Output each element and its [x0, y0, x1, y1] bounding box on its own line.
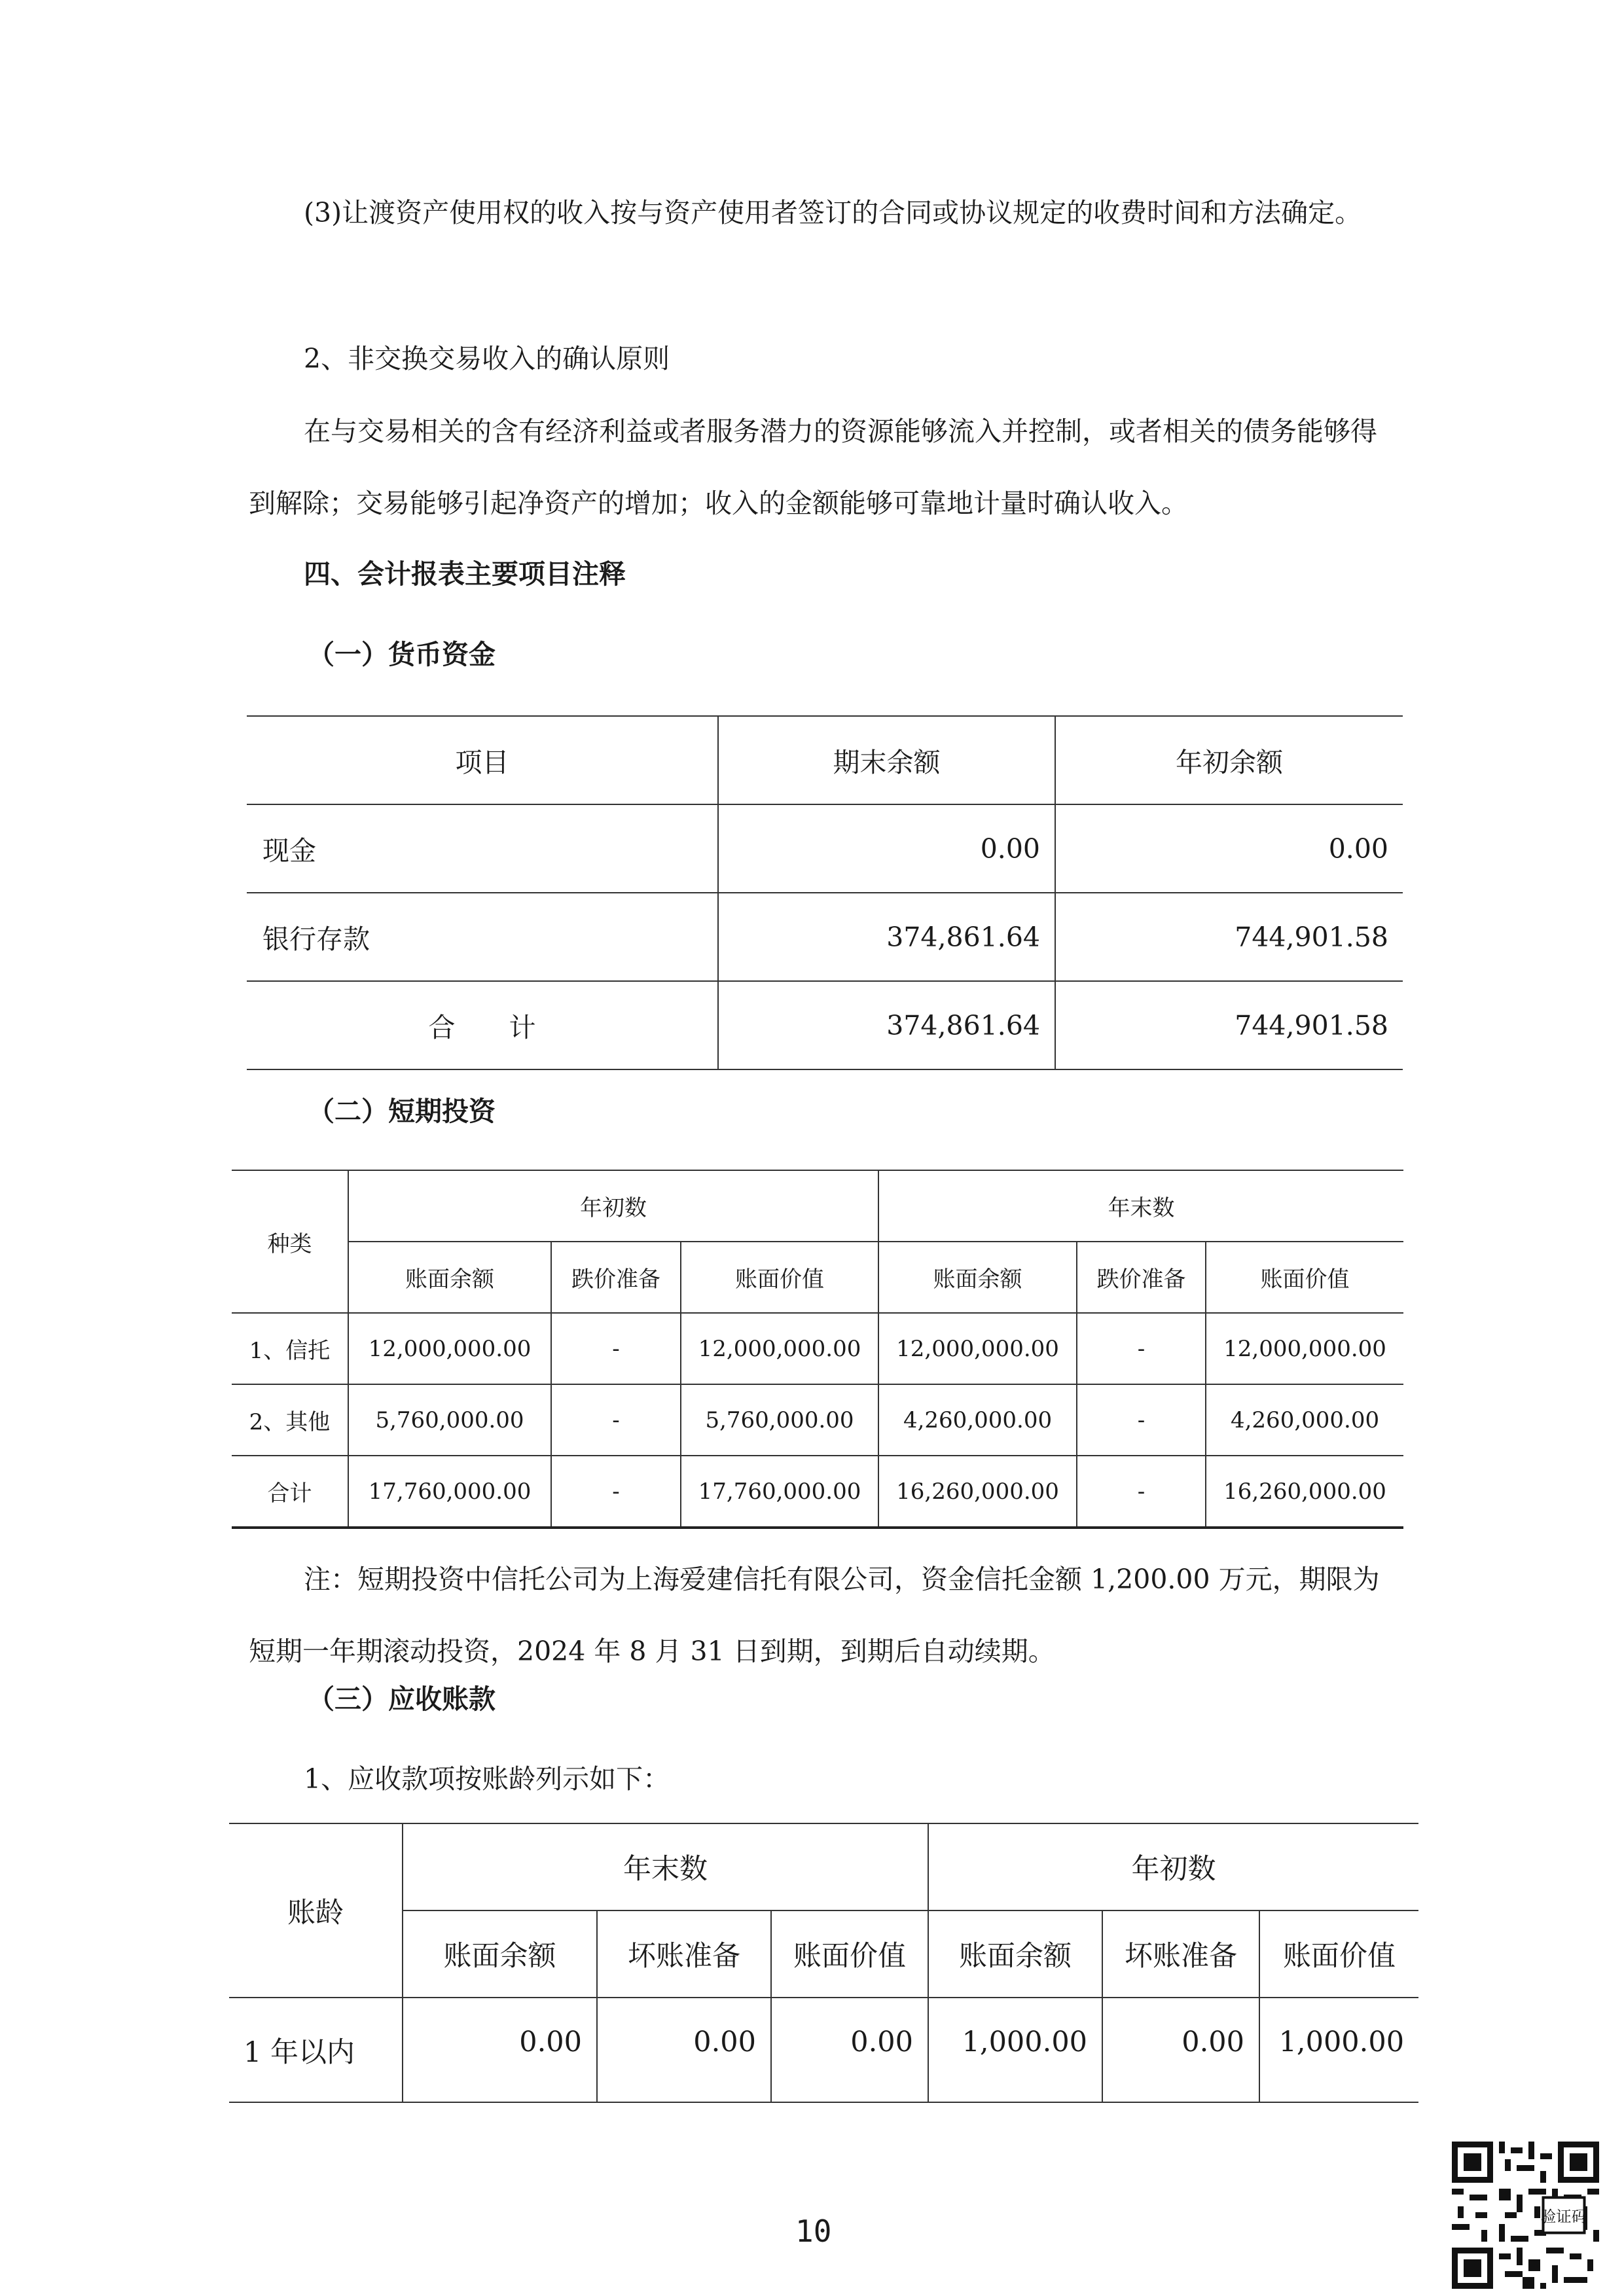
table-cell: -: [1077, 1384, 1206, 1456]
table-cell: 12,000,000.00: [681, 1313, 878, 1384]
table-header: 账面余额: [928, 1910, 1102, 1998]
table-header: 账龄: [229, 1823, 403, 1998]
table-cell: 744,901.58: [1055, 893, 1403, 981]
table-cell: 4,260,000.00: [1206, 1384, 1403, 1456]
table-cell: 17,760,000.00: [681, 1456, 878, 1528]
table-header: 账面余额: [878, 1242, 1077, 1313]
table-cell: 1,000.00: [1259, 1998, 1418, 2102]
table-header: 年末数: [403, 1823, 928, 1910]
table-cell: 0.00: [718, 804, 1055, 893]
table-header: 账面余额: [403, 1910, 597, 1998]
table-subheader-row: [229, 1910, 1418, 1998]
table-cell: 0.00: [771, 1998, 928, 2102]
table-header: 年末数: [878, 1170, 1403, 1242]
cash-table: [247, 715, 1403, 1070]
table-header: 跌价准备: [551, 1242, 681, 1313]
table-cell: 16,260,000.00: [1206, 1456, 1403, 1528]
table-header: 年初数: [348, 1170, 878, 1242]
paragraph-revenue-usage-rights: [249, 177, 1388, 249]
table-header: 账面余额: [348, 1242, 551, 1313]
table-cell: 16,260,000.00: [878, 1456, 1077, 1528]
investment-note: [249, 1543, 1388, 1687]
table-header: 年初数: [928, 1823, 1418, 1910]
table-header: 项目: [247, 716, 718, 804]
table-row: [232, 1384, 1403, 1456]
table-subheader-row: [232, 1242, 1403, 1313]
table-cell: -: [551, 1456, 681, 1528]
section-heading-notes: 四、会计报表主要项目注释: [304, 558, 626, 590]
table-header: 坏账准备: [597, 1910, 771, 1998]
table-cell: 0.00: [403, 1998, 597, 2102]
table-header-row: [229, 1823, 1418, 1910]
table-header: 账面价值: [681, 1242, 878, 1313]
table-row: [229, 1998, 1418, 2102]
table-cell: -: [1077, 1456, 1206, 1528]
qr-code-image: [1452, 2142, 1599, 2289]
table-header: 账面价值: [1259, 1910, 1418, 1998]
table-header: 跌价准备: [1077, 1242, 1206, 1313]
table-header: 年初余额: [1055, 716, 1403, 804]
subheading-receivables: （三）应收账款: [308, 1683, 496, 1715]
table-header: 坏账准备: [1102, 1910, 1259, 1998]
table-cell: 12,000,000.00: [1206, 1313, 1403, 1384]
subheading-short-term-investment: （二）短期投资: [308, 1096, 496, 1127]
table-cell: 374,861.64: [718, 893, 1055, 981]
table-cell: 0.00: [1055, 804, 1403, 893]
note-text: 注：短期投资中信托公司为上海爱建信托有限公司，资金信托金额 1,200.00 万元，期限为短期一年期滚动投资，2024 年 8 月 31 日到期，到期后自动续期。: [249, 1564, 1380, 1667]
table-cell: 2、其他: [232, 1384, 348, 1456]
paragraph-text: (3)让渡资产使用权的收入按与资产使用者签订的合同或协议规定的收费时间和方法确定。: [304, 197, 1362, 228]
table-cell: 5,760,000.00: [348, 1384, 551, 1456]
table-cell: -: [1077, 1313, 1206, 1384]
table-cell: 744,901.58: [1055, 981, 1403, 1069]
table-cell: 1,000.00: [928, 1998, 1102, 2102]
table-header: 期末余额: [718, 716, 1055, 804]
table-cell: 12,000,000.00: [878, 1313, 1077, 1384]
table-header-row: [232, 1170, 1403, 1242]
table-cell: 1、信托: [232, 1313, 348, 1384]
table-row: [247, 893, 1403, 981]
table-cell: -: [551, 1313, 681, 1384]
table-cell: 4,260,000.00: [878, 1384, 1077, 1456]
table-cell: 合计: [232, 1456, 348, 1528]
table-cell: 0.00: [1102, 1998, 1259, 2102]
subheading-cash: （一）货币资金: [308, 639, 496, 670]
table-cell: 0.00: [597, 1998, 771, 2102]
table-row: [247, 804, 1403, 893]
receivables-aging-table: [229, 1823, 1418, 2103]
table-header: 种类: [232, 1170, 348, 1313]
qr-label: 验证码: [1540, 2207, 1587, 2226]
table-cell: -: [551, 1384, 681, 1456]
table-cell: 现金: [247, 804, 718, 893]
table-cell: 银行存款: [247, 893, 718, 981]
table-cell: 12,000,000.00: [348, 1313, 551, 1384]
page-number: 10: [795, 2214, 832, 2249]
table-header: 账面价值: [1206, 1242, 1403, 1313]
heading-non-exchange-revenue: 2、非交换交易收入的确认原则: [304, 343, 670, 374]
table-header: 账面价值: [771, 1910, 928, 1998]
receivables-intro: 1、应收款项按账龄列示如下：: [304, 1763, 670, 1795]
short-term-investment-table: [232, 1170, 1403, 1529]
table-cell: 374,861.64: [718, 981, 1055, 1069]
table-cell: 1 年以内: [229, 1998, 403, 2102]
paragraph-text: 在与交易相关的含有经济利益或者服务潜力的资源能够流入并控制，或者相关的债务能够得到解除；交易能够引起净资产的增加；收入的金额能够可靠地计量时确认收入。: [249, 416, 1377, 519]
table-total-row: [232, 1456, 1403, 1528]
table-total-row: [247, 981, 1403, 1069]
table-row: [232, 1313, 1403, 1384]
table-header-row: [247, 716, 1403, 804]
table-cell: 17,760,000.00: [348, 1456, 551, 1528]
paragraph-recognition-principle: [249, 395, 1388, 539]
table-cell: 5,760,000.00: [681, 1384, 878, 1456]
table-cell: 合 计: [247, 981, 718, 1069]
